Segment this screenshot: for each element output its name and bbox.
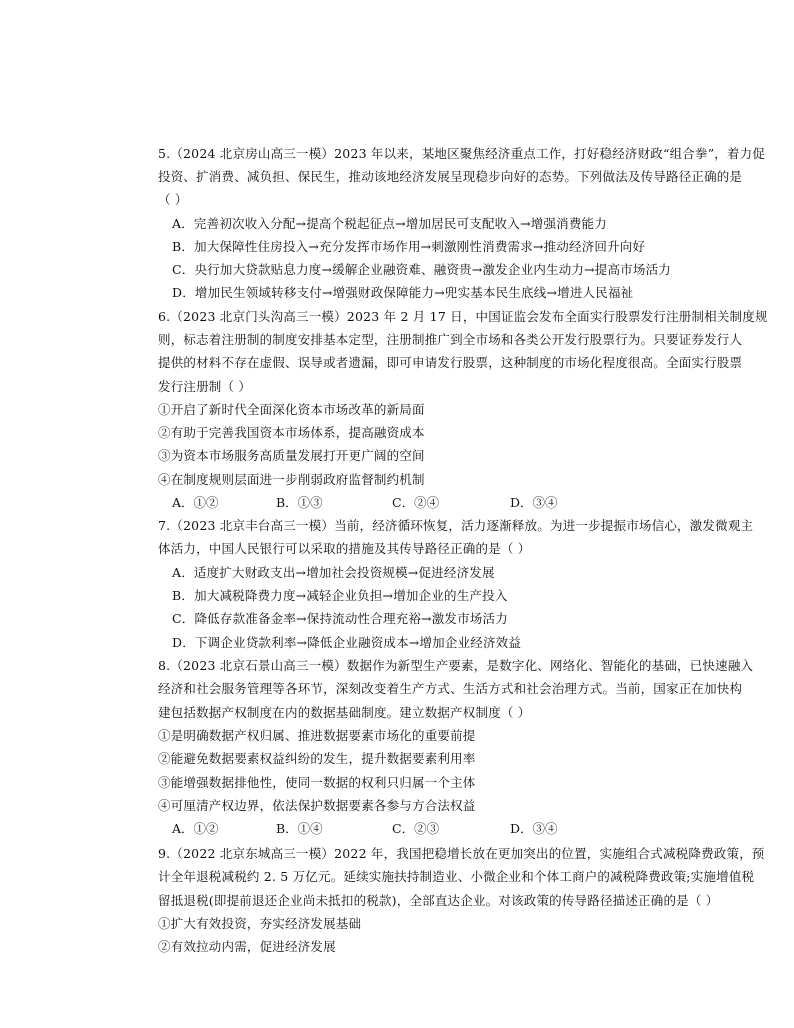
q6-option-a: A．①②: [172, 495, 219, 510]
q6-stem-line-2: 则，标志着注册制的制度安排基本定型，注册制推广到全市场和各类公开发行股票行为。只要证券发行人: [158, 332, 743, 347]
q9-stem-line-3: 留抵退税(即提前退还企业尚未抵扣的税款)，全部直达企业。对该政策的传导路径描述正确的是（ ）: [158, 893, 719, 908]
q6-option-b: B．①③: [276, 495, 323, 510]
q6-stem-line-1: 6.（2023 北京门头沟高三一模）2023 年 2 月 17 日，中国证监会发布全面实行股票发行注册制相关制度规: [158, 309, 768, 324]
q7-option-d: D．下调企业贷款利率→降低企业融资成本→增加企业经济效益: [172, 635, 522, 650]
q6-statement-4: ④在制度规则层面进一步削弱政府监督制约机制: [158, 472, 425, 487]
q6-option-c: C．②④: [392, 495, 440, 510]
q9-stem-line-1: 9.（2022 北京东城高三一模）2022 年，我国把稳增长放在更加突出的位置，实施组合式减税降费政策，预: [158, 846, 765, 861]
q7-stem-line-2: 体活力，中国人民银行可以采取的措施及其传导路径正确的是（ ）: [158, 541, 531, 556]
q8-statement-3: ③能增强数据排他性，使同一数据的权利只归属一个主体: [158, 775, 476, 790]
q6-statement-3: ③为资本市场服务高质量发展打开更广阔的空间: [158, 448, 425, 463]
q8-option-d: D．③④: [510, 821, 558, 836]
q9-stem-line-2: 计全年退税减税约 2. 5 万亿元。延续实施扶持制造业、小微企业和个体工商户的减税降费政策;实施增值税: [158, 869, 755, 884]
q6-statement-2: ②有助于完善我国资本市场体系，提高融资成本: [158, 425, 425, 440]
q7-stem-line-1: 7.（2023 北京丰台高三一模）当前，经济循环恢复，活力逐渐释放。为进一步提振市场信心，激发微观主: [158, 518, 754, 533]
q7-option-c: C．降低存款准备金率→保持流动性合理充裕→激发市场活力: [172, 611, 508, 626]
q6-stem-line-4: 发行注册制（ ）: [158, 379, 252, 394]
q8-option-a: A．①②: [172, 821, 219, 836]
q6-option-d: D．③④: [510, 495, 558, 510]
q5-option-d: D．增加民生领域转移支付→增强财政保障能力→兜实基本民生底线→增进人民福祉: [172, 285, 634, 300]
q8-stem-line-3: 建包括数据产权制度在内的数据基础制度。建立数据产权制度（ ）: [158, 705, 531, 720]
q5-stem-line-3: （ ）: [158, 192, 188, 207]
q6-stem-line-3: 提供的材料不存在虚假、误导或者遗漏，即可申请发行股票，这种制度的市场化程度很高。全面实行股票: [158, 355, 743, 370]
q7-option-a: A．适度扩大财政支出→增加社会投资规模→促进经济发展: [172, 565, 495, 580]
q5-stem-line-2: 投资、扩消费、减负担、保民生，推动该地经济发展呈现稳步向好的态势。下列做法及传导路径正确的是: [158, 169, 743, 184]
q8-statement-1: ①是明确数据产权归属、推进数据要素市场化的重要前提: [158, 728, 476, 743]
q8-statement-4: ④可厘清产权边界，依法保护数据要素各参与方合法权益: [158, 798, 476, 813]
q5-option-c: C．央行加大贷款贴息力度→缓解企业融资难、融资贵→激发企业内生动力→提高市场活力: [172, 262, 671, 277]
q5-stem-line-1: 5.（2024 北京房山高三一模）2023 年以来，某地区聚焦经济重点工作，打好稳经济财政“组合拳”，着力促: [158, 146, 766, 161]
q5-option-a: A．完善初次收入分配→提高个税起征点→增加居民可支配收入→增强消费能力: [172, 216, 607, 231]
q6-statement-1: ①开启了新时代全面深化资本市场改革的新局面: [158, 402, 425, 417]
q9-statement-1: ①扩大有效投资，夯实经济发展基础: [158, 916, 362, 931]
q8-statement-2: ②能避免数据要素权益纠纷的发生，提升数据要素利用率: [158, 751, 476, 766]
q8-option-c: C．②③: [392, 821, 440, 836]
q9-statement-2: ②有效拉动内需，促进经济发展: [158, 939, 336, 954]
q5-option-b: B．加大保障性住房投入→充分发挥市场作用→刺激刚性消费需求→推动经济回升向好: [172, 239, 646, 254]
q7-option-b: B．加大减税降费力度→减轻企业负担→增加企业的生产投入: [172, 588, 508, 603]
q8-stem-line-2: 经济和社会服务管理等各环节，深刻改变着生产方式、生活方式和社会治理方式。当前，国家正在加快构: [158, 681, 743, 696]
q8-option-b: B．①④: [276, 821, 323, 836]
q8-stem-line-1: 8.（2023 北京石景山高三一模）数据作为新型生产要素，是数字化、网络化、智能化的基础，已快速融入: [158, 658, 754, 673]
